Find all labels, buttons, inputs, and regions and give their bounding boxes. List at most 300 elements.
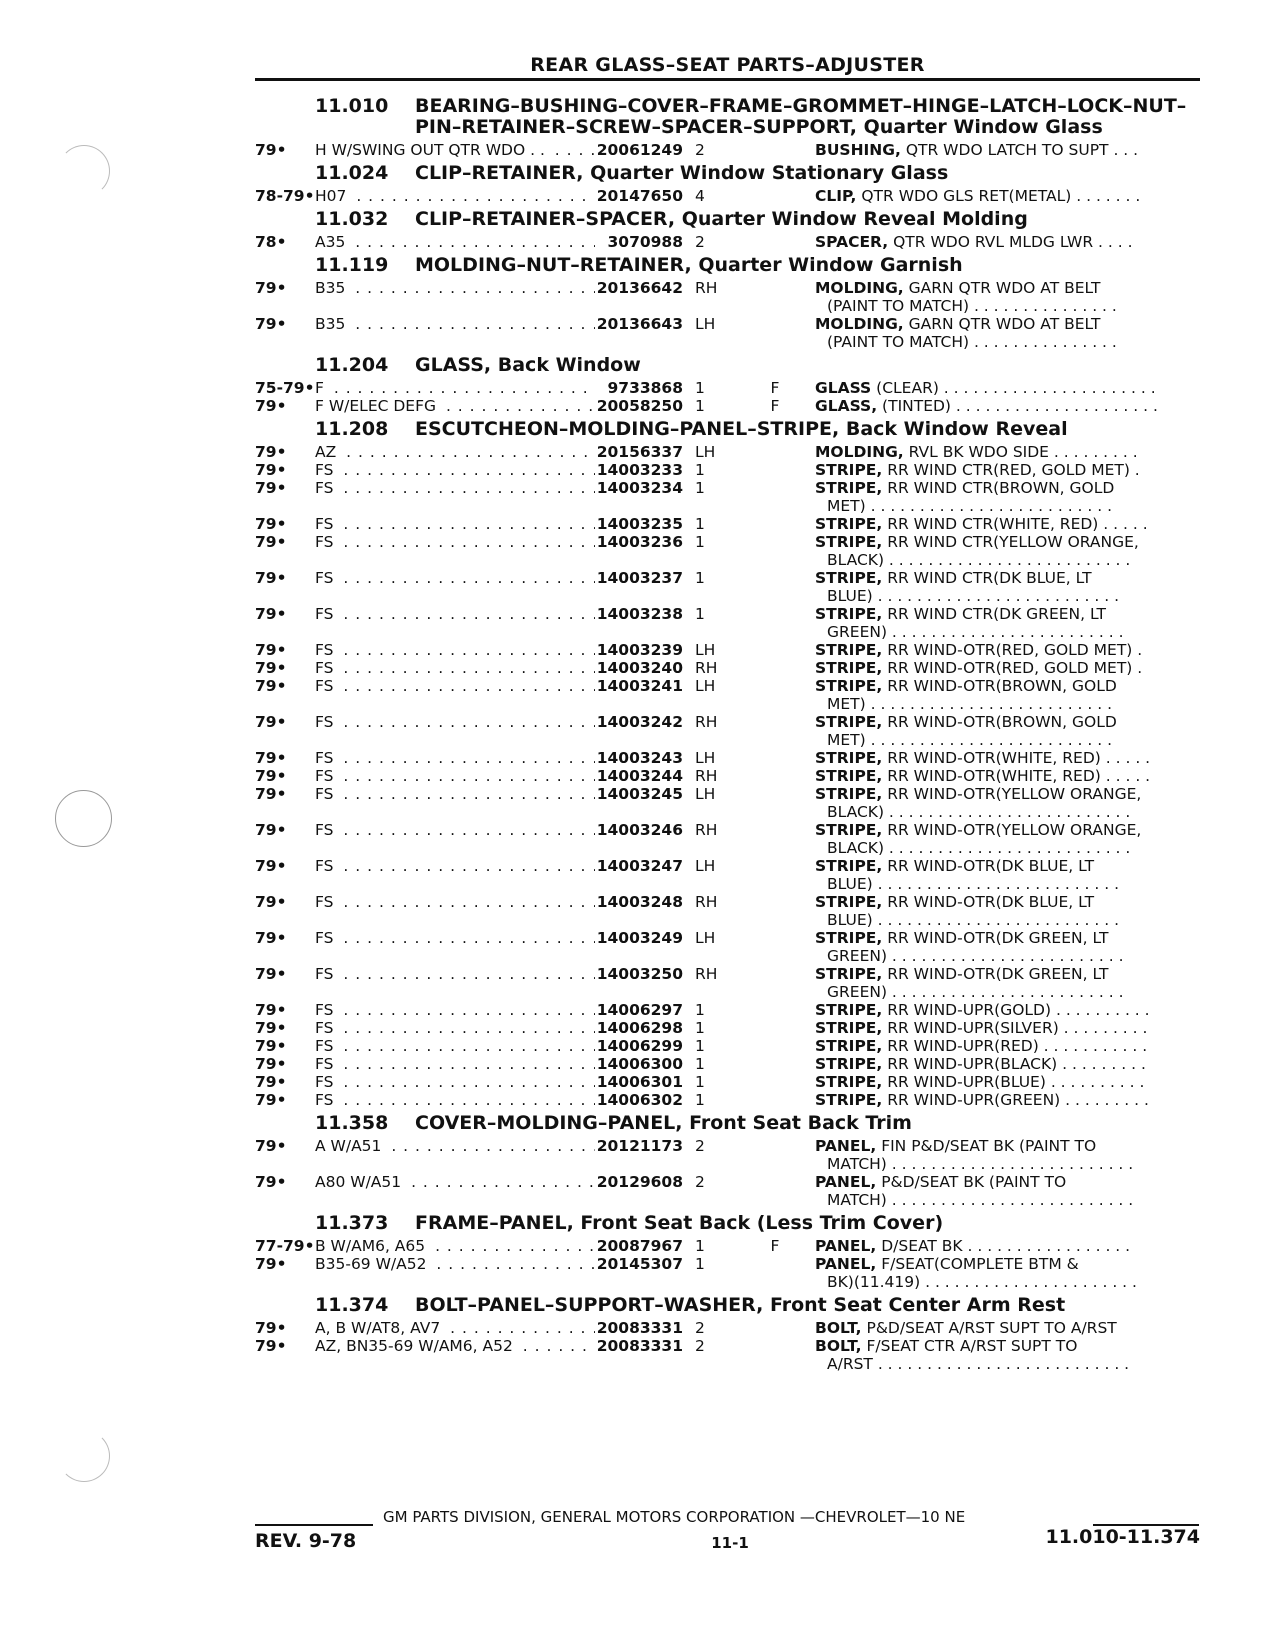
part-row (255, 515, 1200, 533)
part-description (815, 397, 1200, 415)
part-name: MOLDING, (815, 315, 904, 333)
usage-text: FS (315, 965, 337, 983)
section-spacer (255, 209, 315, 230)
section-title (315, 1213, 1200, 1234)
part-detail-continued: MATCH) . . . . . . . . . . . . . . . . . . . . . . . . . (827, 1155, 1134, 1173)
model-year: 79• (255, 1055, 287, 1073)
part-description (815, 141, 1200, 159)
flag-code (735, 479, 815, 515)
usage-code (315, 965, 595, 1001)
usage-code (315, 821, 595, 857)
part-name: STRIPE, (815, 767, 883, 785)
part-number: 20147650 (596, 187, 683, 205)
part-number: 14003233 (596, 461, 683, 479)
part-description (815, 279, 1200, 315)
usage-text: B W/AM6, A65 (315, 1237, 429, 1255)
model-year: 79• (255, 767, 287, 785)
usage-code (315, 141, 595, 159)
part-description (815, 605, 1200, 641)
part-row (255, 1255, 1200, 1291)
usage-text: A35 (315, 233, 349, 251)
flag-code (735, 965, 815, 1001)
part-name: STRIPE, (815, 1073, 883, 1091)
part-number: 14003237 (596, 569, 683, 587)
part-number: 14003245 (596, 785, 683, 803)
part-detail: F/SEAT(COMPLETE BTM & (876, 1255, 1079, 1273)
usage-text: FS (315, 821, 337, 839)
usage-text: A, B W/AT8, AV7 (315, 1319, 444, 1337)
model-year: 79• (255, 397, 287, 415)
part-name: MOLDING, (815, 443, 904, 461)
quantity: 1 (695, 1237, 705, 1255)
flag-code (735, 461, 815, 479)
part-description (815, 713, 1200, 749)
part-row (255, 569, 1200, 605)
part-name: STRIPE, (815, 569, 883, 587)
part-number: 20156337 (596, 443, 683, 461)
section-heading (255, 1113, 1200, 1134)
model-year: 79• (255, 929, 287, 947)
part-description (815, 1173, 1200, 1209)
usage-text: B35 (315, 315, 349, 333)
section-heading (255, 255, 1200, 276)
section-spacer (255, 163, 315, 184)
quantity: 1 (695, 605, 705, 623)
part-detail: RR WIND-UPR(GOLD) . . . . . . . . . . (882, 1001, 1150, 1019)
quantity: LH (695, 929, 716, 947)
part-description (815, 929, 1200, 965)
part-number: 14003236 (596, 533, 683, 551)
section-code: 11.024 (315, 162, 389, 184)
part-detail-continued: BLUE) . . . . . . . . . . . . . . . . . . . . . . . . . (827, 587, 1120, 605)
part-detail: RR WIND CTR(RED, GOLD MET) . (882, 461, 1140, 479)
flag-code: F (770, 1237, 780, 1255)
binder-hole-mark (55, 790, 112, 847)
usage-text: FS (315, 767, 337, 785)
part-row (255, 1019, 1200, 1037)
section-spacer (255, 419, 315, 440)
part-detail: RR WIND-OTR(WHITE, RED) . . . . . (882, 767, 1151, 785)
part-number: 20061249 (596, 141, 683, 159)
section-code: 11.119 (315, 254, 389, 276)
section-code: 11.010 (315, 95, 389, 117)
usage-text: FS (315, 713, 337, 731)
flag-code (735, 677, 815, 713)
model-year: 79• (255, 965, 287, 983)
part-name: STRIPE, (815, 659, 883, 677)
usage-code (315, 713, 595, 749)
part-number: 14006298 (596, 1019, 683, 1037)
part-detail: D/SEAT BK . . . . . . . . . . . . . . . . . (876, 1237, 1131, 1255)
usage-text: FS (315, 1037, 337, 1055)
part-detail: RR WIND CTR(BROWN, GOLD (882, 479, 1115, 497)
flag-code (735, 1001, 815, 1019)
flag-code (735, 641, 815, 659)
flag-code (735, 767, 815, 785)
model-year: 79• (255, 1173, 287, 1191)
part-row (255, 857, 1200, 893)
usage-text: A W/A51 (315, 1137, 385, 1155)
model-year: 79• (255, 1091, 287, 1109)
part-number: 14003242 (596, 713, 683, 731)
part-name: BUSHING, (815, 141, 901, 159)
footer-rule-left (255, 1524, 373, 1526)
part-description (815, 569, 1200, 605)
quantity: 2 (695, 1337, 705, 1355)
part-number: 14003239 (596, 641, 683, 659)
part-detail-continued: MET) . . . . . . . . . . . . . . . . . . . . . . . . . (827, 497, 1113, 515)
quantity: 2 (695, 1137, 705, 1155)
usage-code (315, 1091, 595, 1109)
usage-code (315, 443, 595, 461)
usage-text: FS (315, 1073, 337, 1091)
part-name: STRIPE, (815, 515, 883, 533)
usage-code (315, 1173, 595, 1209)
part-description (815, 443, 1200, 461)
usage-code (315, 1055, 595, 1073)
quantity: 2 (695, 1319, 705, 1337)
quantity: RH (695, 965, 718, 983)
part-row (255, 605, 1200, 641)
model-year: 79• (255, 1255, 287, 1273)
part-description (815, 749, 1200, 767)
part-name: PANEL, (815, 1137, 877, 1155)
flag-code (735, 1137, 815, 1173)
part-detail: P&D/SEAT BK (PAINT TO (876, 1173, 1067, 1191)
usage-text: FS (315, 785, 337, 803)
part-detail: RR WIND-UPR(BLACK) . . . . . . . . . (882, 1055, 1146, 1073)
usage-text: FS (315, 605, 337, 623)
model-year: 79• (255, 677, 287, 695)
usage-code (315, 569, 595, 605)
usage-code (315, 1319, 595, 1337)
section-spacer (255, 1295, 315, 1316)
part-name: STRIPE, (815, 1055, 883, 1073)
quantity: RH (695, 713, 718, 731)
part-number: 14003240 (596, 659, 683, 677)
model-year: 75-79• (255, 379, 315, 397)
part-name: STRIPE, (815, 461, 883, 479)
binder-hole-mark (58, 1430, 110, 1482)
usage-text: FS (315, 857, 337, 875)
quantity: 1 (695, 515, 705, 533)
part-description (815, 677, 1200, 713)
quantity: LH (695, 749, 716, 767)
model-year: 79• (255, 443, 287, 461)
section-range: 11.010-11.374 (1045, 1526, 1200, 1548)
part-row (255, 1173, 1200, 1209)
quantity: RH (695, 893, 718, 911)
part-name: BOLT, (815, 1319, 862, 1337)
part-name: MOLDING, (815, 279, 904, 297)
usage-code (315, 187, 595, 205)
quantity: RH (695, 767, 718, 785)
part-number: 20058250 (596, 397, 683, 415)
usage-code (315, 1019, 595, 1037)
flag-code (735, 315, 815, 351)
part-description (815, 785, 1200, 821)
usage-text: FS (315, 515, 337, 533)
part-description (815, 1337, 1200, 1373)
section-title (315, 209, 1200, 230)
part-row (255, 533, 1200, 569)
section-name: CLIP–RETAINER, Quarter Window Stationary Glass (415, 162, 949, 184)
part-detail-continued: (PAINT TO MATCH) . . . . . . . . . . . . . . . (827, 333, 1117, 351)
part-detail: RR WIND-OTR(DK BLUE, LT (882, 857, 1095, 875)
part-description (815, 641, 1200, 659)
section-title (315, 163, 1200, 184)
part-number: 20083331 (596, 1337, 683, 1355)
part-detail: RR WIND-OTR(DK GREEN, LT (882, 929, 1109, 947)
part-detail-continued: (PAINT TO MATCH) . . . . . . . . . . . . . . . (827, 297, 1117, 315)
part-detail-continued: MET) . . . . . . . . . . . . . . . . . . . . . . . . . (827, 731, 1113, 749)
part-row (255, 767, 1200, 785)
part-number: 14006297 (596, 1001, 683, 1019)
part-description (815, 533, 1200, 569)
section-code: 11.358 (315, 1112, 389, 1134)
part-row (255, 1037, 1200, 1055)
part-name: STRIPE, (815, 713, 883, 731)
part-name: SPACER, (815, 233, 889, 251)
part-description (815, 1091, 1200, 1109)
part-name: STRIPE, (815, 533, 883, 551)
model-year: 77-79• (255, 1237, 315, 1255)
model-year: 79• (255, 279, 287, 297)
parts-listing (255, 92, 1200, 1373)
usage-text: FS (315, 479, 337, 497)
part-detail: RR WIND-OTR(DK BLUE, LT (882, 893, 1095, 911)
flag-code (735, 1037, 815, 1055)
part-name: STRIPE, (815, 1001, 883, 1019)
part-description (815, 659, 1200, 677)
part-description (815, 1019, 1200, 1037)
part-number: 14003241 (596, 677, 683, 695)
part-row (255, 479, 1200, 515)
part-detail: RR WIND-OTR(WHITE, RED) . . . . . (882, 749, 1151, 767)
part-name: STRIPE, (815, 893, 883, 911)
part-detail-continued: BLACK) . . . . . . . . . . . . . . . . . . . . . . . . . (827, 839, 1131, 857)
quantity: LH (695, 315, 716, 333)
part-detail: (TINTED) . . . . . . . . . . . . . . . . . . . . . (877, 397, 1158, 415)
section-heading (255, 1213, 1200, 1234)
quantity: RH (695, 821, 718, 839)
part-description (815, 893, 1200, 929)
section-name: BOLT–PANEL–SUPPORT–WASHER, Front Seat Center Arm Rest (415, 1294, 1066, 1316)
part-row (255, 749, 1200, 767)
flag-code (735, 821, 815, 857)
part-row (255, 1237, 1200, 1255)
usage-code (315, 1001, 595, 1019)
usage-code (315, 1337, 595, 1373)
part-row (255, 1091, 1200, 1109)
usage-code (315, 659, 595, 677)
part-description (815, 379, 1200, 397)
part-description (815, 187, 1200, 205)
part-name: CLIP, (815, 187, 857, 205)
part-name: BOLT, (815, 1337, 862, 1355)
model-year: 79• (255, 569, 287, 587)
model-year: 79• (255, 1319, 287, 1337)
model-year: 79• (255, 315, 287, 333)
quantity: 1 (695, 397, 705, 415)
quantity: 2 (695, 1173, 705, 1191)
quantity: 1 (695, 1001, 705, 1019)
flag-code (735, 605, 815, 641)
part-row (255, 315, 1200, 351)
part-detail-continued: MATCH) . . . . . . . . . . . . . . . . . . . . . . . . . (827, 1191, 1134, 1209)
flag-code (735, 893, 815, 929)
model-year: 78• (255, 233, 287, 251)
flag-code (735, 443, 815, 461)
section-name: CLIP–RETAINER–SPACER, Quarter Window Reveal Molding (415, 208, 1028, 230)
usage-code (315, 315, 595, 351)
model-year: 79• (255, 479, 287, 497)
usage-code (315, 857, 595, 893)
part-detail-continued: BLACK) . . . . . . . . . . . . . . . . . . . . . . . . . (827, 551, 1131, 569)
part-name: STRIPE, (815, 929, 883, 947)
model-year: 79• (255, 821, 287, 839)
flag-code: F (770, 397, 780, 415)
part-row (255, 785, 1200, 821)
usage-text: B35 (315, 279, 349, 297)
usage-text: FS (315, 1019, 337, 1037)
part-detail: RR WIND-UPR(SILVER) . . . . . . . . . (882, 1019, 1148, 1037)
model-year: 79• (255, 1019, 287, 1037)
part-name: STRIPE, (815, 479, 883, 497)
section-title (315, 1113, 1200, 1134)
part-name: STRIPE, (815, 785, 883, 803)
part-row (255, 677, 1200, 713)
part-name: STRIPE, (815, 857, 883, 875)
model-year: 79• (255, 785, 287, 803)
quantity: 1 (695, 479, 705, 497)
part-row (255, 1337, 1200, 1373)
usage-code (315, 1255, 595, 1291)
part-detail-continued: A/RST . . . . . . . . . . . . . . . . . . . . . . . . . . (827, 1355, 1130, 1373)
usage-code (315, 929, 595, 965)
flag-code (735, 1173, 815, 1209)
flag-code (735, 187, 815, 205)
quantity: 1 (695, 1255, 705, 1273)
section-heading (255, 1295, 1200, 1316)
part-number: 14003248 (596, 893, 683, 911)
flag-code (735, 279, 815, 315)
section-name: GLASS, Back Window (415, 354, 641, 376)
part-row (255, 443, 1200, 461)
part-name: STRIPE, (815, 1091, 883, 1109)
part-row (255, 461, 1200, 479)
part-detail: FIN P&D/SEAT BK (PAINT TO (876, 1137, 1097, 1155)
usage-text: FS (315, 1091, 337, 1109)
part-number: 20145307 (596, 1255, 683, 1273)
part-name: GLASS (815, 379, 872, 397)
section-name: ESCUTCHEON–MOLDING–PANEL–STRIPE, Back Window Reveal (415, 418, 1068, 440)
part-detail: RR WIND-OTR(YELLOW ORANGE, (882, 785, 1142, 803)
flag-code (735, 1055, 815, 1073)
part-detail-continued: GREEN) . . . . . . . . . . . . . . . . . . . . . . . . (827, 947, 1124, 965)
part-description (815, 515, 1200, 533)
usage-code (315, 1073, 595, 1091)
usage-text: FS (315, 677, 337, 695)
part-number: 14006301 (596, 1073, 683, 1091)
part-number: 20136643 (596, 315, 683, 333)
quantity: 1 (695, 1091, 705, 1109)
part-detail: RR WIND-OTR(BROWN, GOLD (882, 677, 1117, 695)
part-row (255, 821, 1200, 857)
section-title (315, 96, 1200, 138)
part-description (815, 1037, 1200, 1055)
section-title (315, 1295, 1200, 1316)
section-code: 11.032 (315, 208, 389, 230)
part-name: STRIPE, (815, 749, 883, 767)
section-spacer (255, 96, 315, 138)
part-name: STRIPE, (815, 1019, 883, 1037)
part-detail: GARN QTR WDO AT BELT (903, 279, 1101, 297)
usage-text: F W/ELEC DEFG (315, 397, 440, 415)
part-number: 20087967 (596, 1237, 683, 1255)
part-detail: QTR WDO GLS RET(METAL) . . . . . . . (856, 187, 1141, 205)
flag-code (735, 659, 815, 677)
part-description (815, 1137, 1200, 1173)
part-number: 9733868 (607, 379, 683, 397)
part-number: 14006302 (596, 1091, 683, 1109)
header-rule (255, 78, 1200, 81)
flag-code (735, 569, 815, 605)
model-year: 79• (255, 713, 287, 731)
usage-code (315, 397, 595, 415)
model-year: 79• (255, 641, 287, 659)
usage-text: F (315, 379, 328, 397)
part-row (255, 965, 1200, 1001)
usage-text: FS (315, 1001, 337, 1019)
quantity: LH (695, 677, 716, 695)
usage-text: A80 W/A51 (315, 1173, 405, 1191)
usage-code (315, 1137, 595, 1173)
section-spacer (255, 355, 315, 376)
flag-code (735, 1337, 815, 1373)
part-row (255, 1319, 1200, 1337)
part-detail: RR WIND CTR(YELLOW ORANGE, (882, 533, 1139, 551)
quantity: 1 (695, 1073, 705, 1091)
part-number: 3070988 (607, 233, 683, 251)
part-row (255, 187, 1200, 205)
part-detail: QTR WDO LATCH TO SUPT . . . (900, 141, 1139, 159)
part-detail: F/SEAT CTR A/RST SUPT TO (861, 1337, 1078, 1355)
part-detail-continued: GREEN) . . . . . . . . . . . . . . . . . . . . . . . . (827, 983, 1124, 1001)
section-spacer (255, 1113, 315, 1134)
section-heading (255, 96, 1200, 138)
part-description (815, 1237, 1200, 1255)
part-detail-continued: BLUE) . . . . . . . . . . . . . . . . . . . . . . . . . (827, 875, 1120, 893)
quantity: 1 (695, 461, 705, 479)
revision-label: REV. 9-78 (255, 1530, 357, 1552)
part-row (255, 1055, 1200, 1073)
model-year: 79• (255, 1037, 287, 1055)
footer-division: GM PARTS DIVISION, GENERAL MOTORS CORPORATION —CHEVROLET—10 NE (383, 1508, 966, 1526)
model-year: 79• (255, 461, 287, 479)
quantity: RH (695, 659, 718, 677)
flag-code (735, 785, 815, 821)
model-year: 79• (255, 605, 287, 623)
part-row (255, 893, 1200, 929)
part-row (255, 659, 1200, 677)
flag-code (735, 533, 815, 569)
quantity: 1 (695, 569, 705, 587)
section-title (315, 255, 1200, 276)
section-code: 11.208 (315, 418, 389, 440)
part-number: 14006300 (596, 1055, 683, 1073)
section-code: 11.373 (315, 1212, 389, 1234)
